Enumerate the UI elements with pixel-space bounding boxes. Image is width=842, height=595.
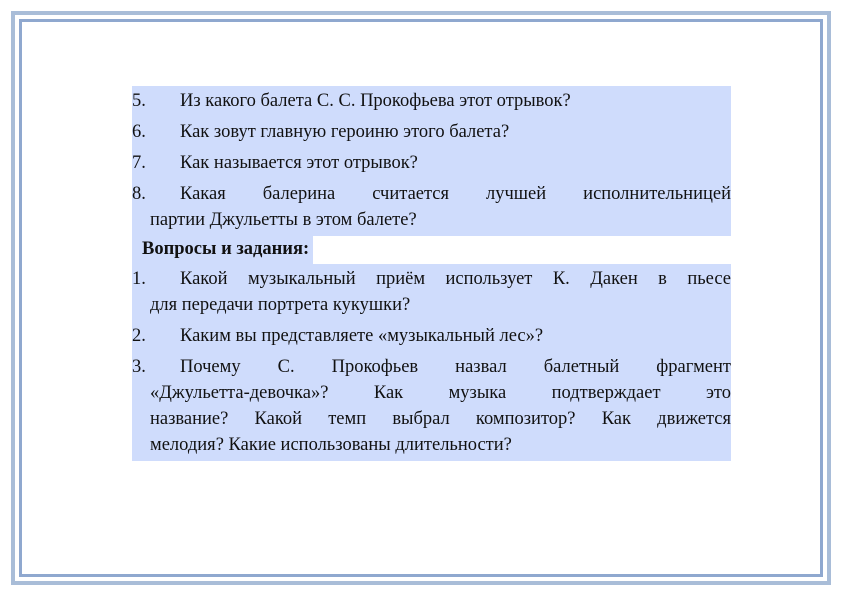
- item-text-line: название? Какой темп выбрал композитор? Как движется: [150, 409, 731, 429]
- list-item-1: [132, 264, 731, 321]
- list-item-5: [132, 86, 731, 117]
- item-number: 5.: [132, 91, 146, 111]
- item-text: Как называется этот отрывок?: [180, 153, 418, 173]
- item-text-line: для передачи портрета кукушки?: [150, 295, 411, 315]
- item-number: 3.: [132, 357, 146, 377]
- item-text-line: Почему С. Прокофьев назвал балетный фрагмент: [180, 357, 731, 377]
- item-text-line: партии Джульетты в этом балете?: [150, 210, 417, 230]
- heading-row: [132, 236, 731, 264]
- item-text-line: Какая балерина считается лучшей исполнительницей: [180, 184, 731, 204]
- list-item-2: [132, 321, 731, 352]
- item-number: 8.: [132, 184, 146, 204]
- slide-content: [132, 86, 731, 461]
- item-number: 2.: [132, 326, 146, 346]
- item-text-line: мелодия? Какие использованы длительности?: [150, 435, 512, 455]
- item-text: Каким вы представляете «музыкальный лес»?: [180, 326, 544, 346]
- item-text: Как зовут главную героиню этого балета?: [180, 122, 510, 142]
- item-number: 7.: [132, 153, 146, 173]
- list-item-7: [132, 148, 731, 179]
- item-number: 1.: [132, 269, 146, 289]
- item-number: 6.: [132, 122, 146, 142]
- item-text-line: Какой музыкальный приём использует К. Дакен в пьесе: [180, 269, 731, 289]
- list-item-6: [132, 117, 731, 148]
- questions-list-b: [132, 264, 731, 461]
- item-text-line: «Джульетта-девочка»? Как музыка подтверждает это: [150, 383, 731, 403]
- section-heading: Вопросы и задания:: [132, 236, 313, 264]
- questions-list-a: [132, 86, 731, 236]
- item-text: Из какого балета С. С. Прокофьева этот отрывок?: [180, 91, 571, 111]
- list-item-8: [132, 179, 731, 236]
- list-item-3: [132, 352, 731, 461]
